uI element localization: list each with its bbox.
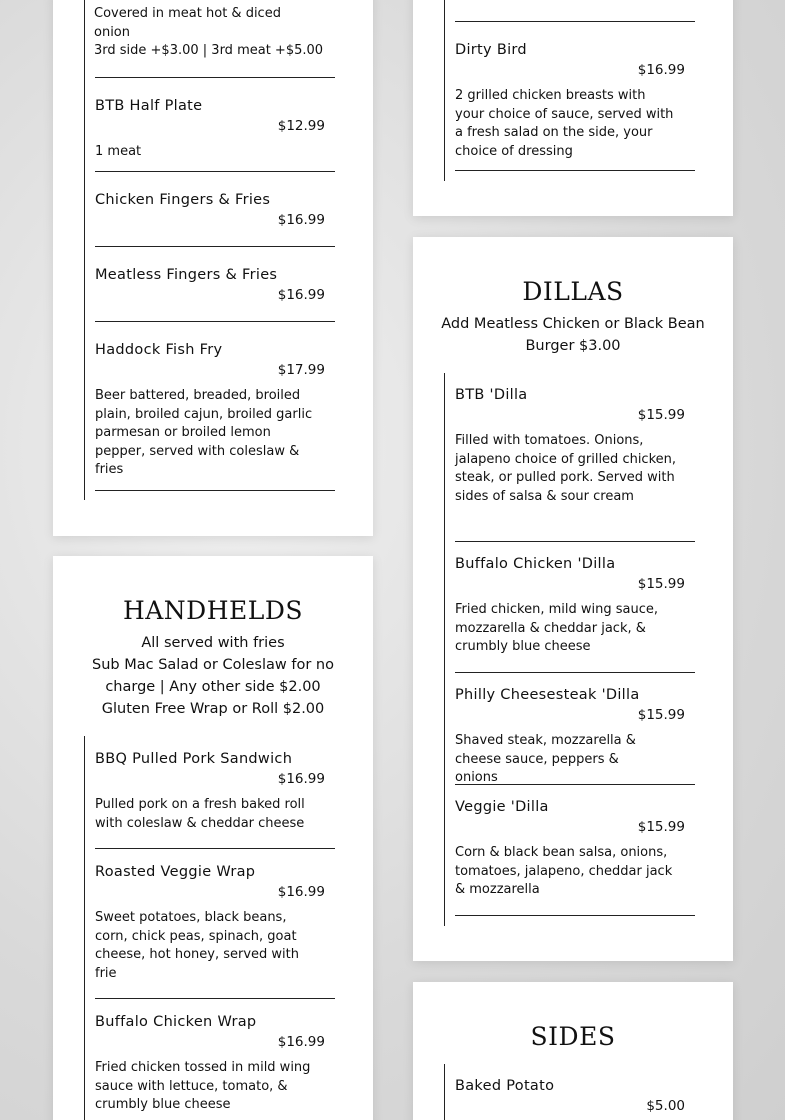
menu-item-price: $17.99 — [277, 362, 325, 378]
section-title: HANDHELDS — [122, 596, 304, 625]
menu-item — [95, 751, 335, 849]
menu-item-name: Philly Cheesesteak 'Dilla — [455, 687, 640, 703]
menu-item — [455, 556, 695, 673]
menu-item-price: $16.99 — [277, 771, 325, 787]
menu-item — [95, 98, 335, 172]
menu-item-price: $15.99 — [637, 707, 685, 723]
section-note: Sub Mac Salad or Coleslaw for no charge | Any other side $2.00 — [92, 657, 334, 695]
item-description-top: Covered in meat hot & diced onion — [94, 6, 281, 40]
menu-item-description: Sweet potatoes, black beans, corn, chick peas, spinach, goat cheese, hot honey, served with frie — [95, 910, 300, 981]
menu-item-list — [444, 0, 694, 181]
menu-item-name: Chicken Fingers & Fries — [95, 192, 271, 208]
menu-item-name: Baked Potato — [455, 1078, 555, 1094]
menu-item-description: Fried chicken tossed in mild wing sauce with lettuce, tomato, & crumbly blue cheese — [95, 1060, 311, 1113]
menu-item-price: $16.99 — [277, 212, 325, 228]
menu-item-price: $5.00 — [646, 1098, 685, 1114]
menu-item-name: Roasted Veggie Wrap — [95, 864, 256, 880]
menu-item-price: $16.99 — [277, 884, 325, 900]
menu-item — [95, 864, 335, 999]
menu-item-description: Shaved steak, mozzarella & cheese sauce, peppers & onions — [455, 733, 636, 786]
menu-item-description: 2 grilled chicken breasts with your choice of sauce, served with a fresh salad on the side, your choice of dressing — [455, 88, 674, 159]
menu-item-description: Filled with tomatoes. Onions, jalapeno choice of grilled chicken, steak, or pulled pork. Served with sides of salsa & sour cream — [455, 433, 677, 504]
menu-item-list — [84, 736, 334, 1120]
menu-item — [455, 42, 695, 171]
menu-item — [95, 342, 335, 491]
menu-item — [95, 1014, 335, 1120]
menu-item-price: $15.99 — [637, 407, 685, 423]
menu-item — [95, 192, 335, 247]
menu-item-description: Corn & black bean salsa, onions, tomatoes, jalapeno, cheddar jack & mozzarella — [455, 845, 673, 898]
menu-item-list — [84, 0, 334, 500]
menu-item — [455, 387, 695, 542]
menu-item — [95, 267, 335, 322]
menu-item-price: $15.99 — [637, 819, 685, 835]
section-note: Add Meatless Chicken or Black Bean Burger $3.00 — [441, 316, 705, 354]
menu-item-divider — [95, 0, 335, 78]
menu-item-description: Fried chicken, mild wing sauce, mozzarella & cheddar jack, & crumbly blue cheese — [455, 602, 658, 655]
menu-item-name: Buffalo Chicken Wrap — [95, 1014, 257, 1030]
menu-item-name: Haddock Fish Fry — [95, 342, 223, 358]
menu-item-description: Pulled pork on a fresh baked roll with coleslaw & cheddar cheese — [95, 797, 305, 831]
menu-item-description: 1 meat — [95, 144, 142, 159]
section-note: Gluten Free Wrap or Roll $2.00 — [101, 701, 325, 717]
menu-item-price: $12.99 — [277, 118, 325, 134]
menu-item-name: Meatless Fingers & Fries — [95, 267, 278, 283]
menu-item-name: BTB 'Dilla — [455, 387, 528, 403]
menu-item-divider — [455, 0, 695, 22]
menu-item-name: BTB Half Plate — [95, 98, 203, 114]
menu-item-name: Veggie 'Dilla — [455, 799, 549, 815]
section-title: SIDES — [530, 1022, 616, 1051]
menu-item-price: $16.99 — [277, 1034, 325, 1050]
menu-item-list — [444, 1064, 694, 1120]
menu-item — [455, 799, 695, 916]
menu-item-price: $16.99 — [637, 62, 685, 78]
menu-item-list — [444, 373, 694, 926]
menu-item — [455, 687, 695, 785]
menu-item-price: $15.99 — [637, 576, 685, 592]
menu-item-price: $16.99 — [277, 287, 325, 303]
item-extras-top: 3rd side +$3.00 | 3rd meat +$5.00 — [94, 43, 324, 58]
menu-item-name: Buffalo Chicken 'Dilla — [455, 556, 616, 572]
menu-item-name: BBQ Pulled Pork Sandwich — [95, 751, 293, 767]
section-title: DILLAS — [522, 277, 624, 306]
menu-item-name: Dirty Bird — [455, 42, 527, 58]
menu-item — [455, 1078, 695, 1120]
section-note: All served with fries — [141, 635, 285, 651]
menu-item-description: Beer battered, breaded, broiled plain, broiled cajun, broiled garlic parmesan or broiled lemon pepper, served with coleslaw & fries — [95, 388, 313, 478]
